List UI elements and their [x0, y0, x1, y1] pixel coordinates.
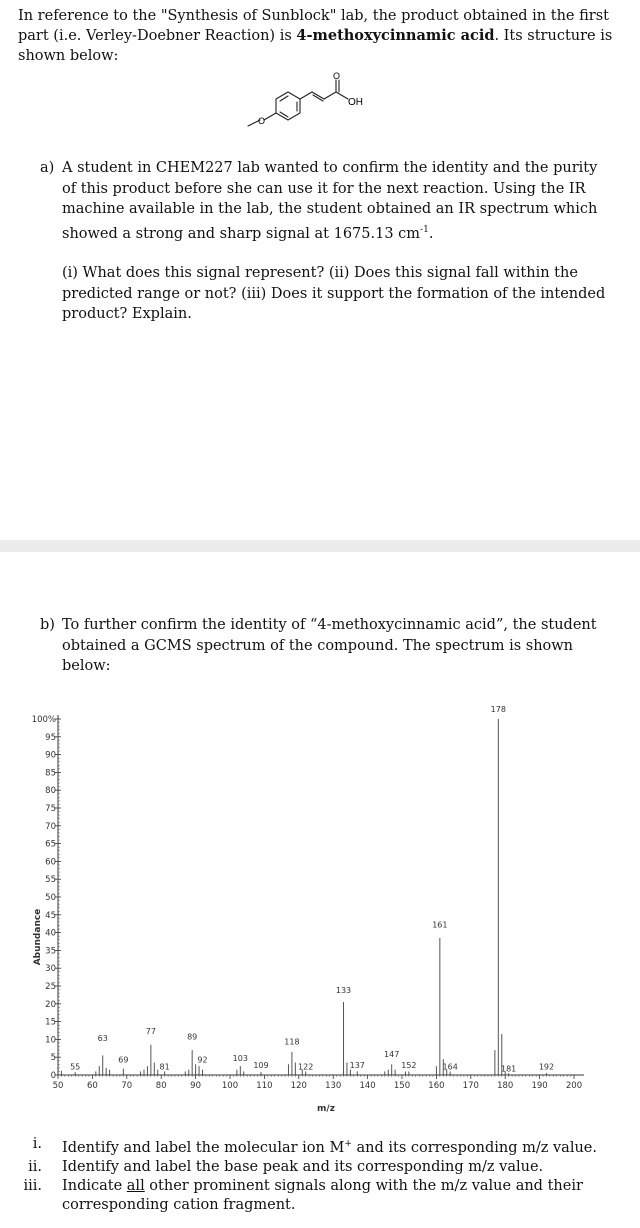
intro-paragraph [18, 6, 628, 66]
y-tick-label: 0 [50, 1071, 56, 1081]
x-tick-label: 90 [190, 1081, 202, 1091]
peak-label: 122 [298, 1062, 314, 1072]
compound-name: 4-methoxycinnamic acid [296, 27, 495, 44]
y-tick-label: 80 [45, 786, 56, 797]
x-tick-label: 200 [565, 1081, 583, 1091]
x-tick-label: 100 [221, 1081, 239, 1091]
x-tick-label: 80 [155, 1081, 167, 1091]
peak-label: 133 [335, 986, 352, 996]
intro-text-2: . Its structure is shown below: [18, 28, 613, 64]
peak-label: 81 [159, 1062, 170, 1072]
y-axis-title: Abundance [33, 908, 43, 966]
peak-label: 161 [432, 920, 448, 930]
y-tick-label: 15 [45, 1017, 56, 1028]
x-tick-label: 60 [86, 1081, 98, 1091]
y-tick-label: 95 [45, 732, 56, 743]
task-item-2: ii. Identify and label the base peak and its corresponding m/z value. [28, 1158, 544, 1175]
y-tick-label: 40 [45, 928, 56, 939]
x-tick-label: 120 [290, 1081, 307, 1091]
question-a-text: A student in CHEM227 lab wanted to confirm the identity and the purity of this product before she can use it for the next reaction. Using the IR machine available in the lab, the student obtained an IR spectrum which showed a strong and sharp signal at 1675.13 $cm^{-1}$. [62, 160, 598, 242]
mass-spectrum-chart [28, 705, 608, 1125]
y-tick-label: 5 [50, 1053, 56, 1064]
oxygen-label: O [333, 71, 341, 81]
y-tick-label: 65 [45, 839, 56, 850]
x-tick-label: 160 [428, 1081, 445, 1091]
peak-label: 152 [401, 1060, 417, 1070]
x-tick-label: 70 [121, 1081, 133, 1091]
peak-label: 77 [145, 1027, 156, 1037]
peak-label: 118 [284, 1037, 300, 1047]
peak-label: 109 [253, 1060, 269, 1070]
intro-text-1: In reference to the "Synthesis of Sunblock" lab, the product obtained in the first part (i.e. Verley-Doebner Reaction) is [18, 8, 609, 44]
peak-label: 69 [118, 1055, 129, 1065]
y-tick-label: 25 [45, 982, 56, 992]
y-tick-label: 90 [45, 750, 56, 761]
peak-label: 181 [500, 1064, 517, 1074]
y-tick-label: 75 [45, 804, 56, 814]
y-tick-label: 50 [45, 893, 56, 903]
peak-label: 147 [384, 1050, 400, 1060]
peak-label: 164 [442, 1062, 458, 1072]
peak-label: 55 [70, 1062, 81, 1072]
peak-label: 63 [97, 1034, 108, 1044]
task-item-3: iii. Indicate all other prominent signals along with the m/z value and their corresponding cation fragment. [23, 1177, 583, 1213]
x-tick-label: 130 [325, 1081, 342, 1091]
x-tick-label: 180 [497, 1081, 514, 1091]
y-tick-label: 10 [45, 1035, 56, 1046]
y-tick-label: 45 [45, 910, 56, 921]
x-tick-label: 190 [531, 1081, 548, 1091]
peak-label: 89 [187, 1032, 198, 1042]
x-tick-label: 170 [462, 1081, 479, 1091]
peak-label: 92 [197, 1055, 208, 1065]
y-tick-label: 100% [31, 715, 56, 725]
x-axis-title: m/z [317, 1104, 335, 1114]
y-tick-label: 70 [45, 821, 56, 832]
section-divider [0, 540, 640, 552]
peak-label: 178 [490, 705, 506, 714]
hydroxyl-label: OH [348, 97, 363, 108]
methoxy-oxygen-label: O [258, 116, 266, 126]
y-tick-label: 35 [45, 946, 56, 957]
x-tick-label: 150 [393, 1081, 411, 1091]
x-tick-label: 50 [52, 1081, 64, 1091]
x-tick-label: 110 [256, 1081, 273, 1091]
question-b-text: To further confirm the identity of “4-methoxycinnamic acid”, the student obtained a GCMS spectrum of the compound. The spectrum is shown below: [62, 617, 597, 674]
task-list [20, 1135, 620, 1215]
peak-label: 137 [349, 1060, 365, 1070]
question-a-letter: a) [40, 160, 55, 176]
question-a [40, 158, 615, 244]
peak-label: 192 [538, 1062, 555, 1072]
task-item-1: i. Identify and label the molecular ion M+ and its corresponding m/z value. [32, 1136, 597, 1156]
x-tick-label: 140 [359, 1081, 376, 1091]
y-tick-label: 85 [45, 768, 56, 779]
question-b [40, 615, 615, 677]
y-tick-label: 30 [45, 964, 56, 975]
question-a-subquestions: (i) What does this signal represent? (ii) Does this signal fall within the predicted range or not? (iii) Does it support the formation of the intended product? Explain. [62, 265, 606, 322]
chemical-structure [240, 70, 400, 140]
y-tick-label: 55 [45, 875, 56, 886]
y-tick-label: 20 [45, 999, 56, 1010]
question-b-letter: b) [40, 617, 55, 633]
peak-label: 103 [232, 1053, 248, 1063]
y-tick-label: 60 [45, 857, 56, 868]
